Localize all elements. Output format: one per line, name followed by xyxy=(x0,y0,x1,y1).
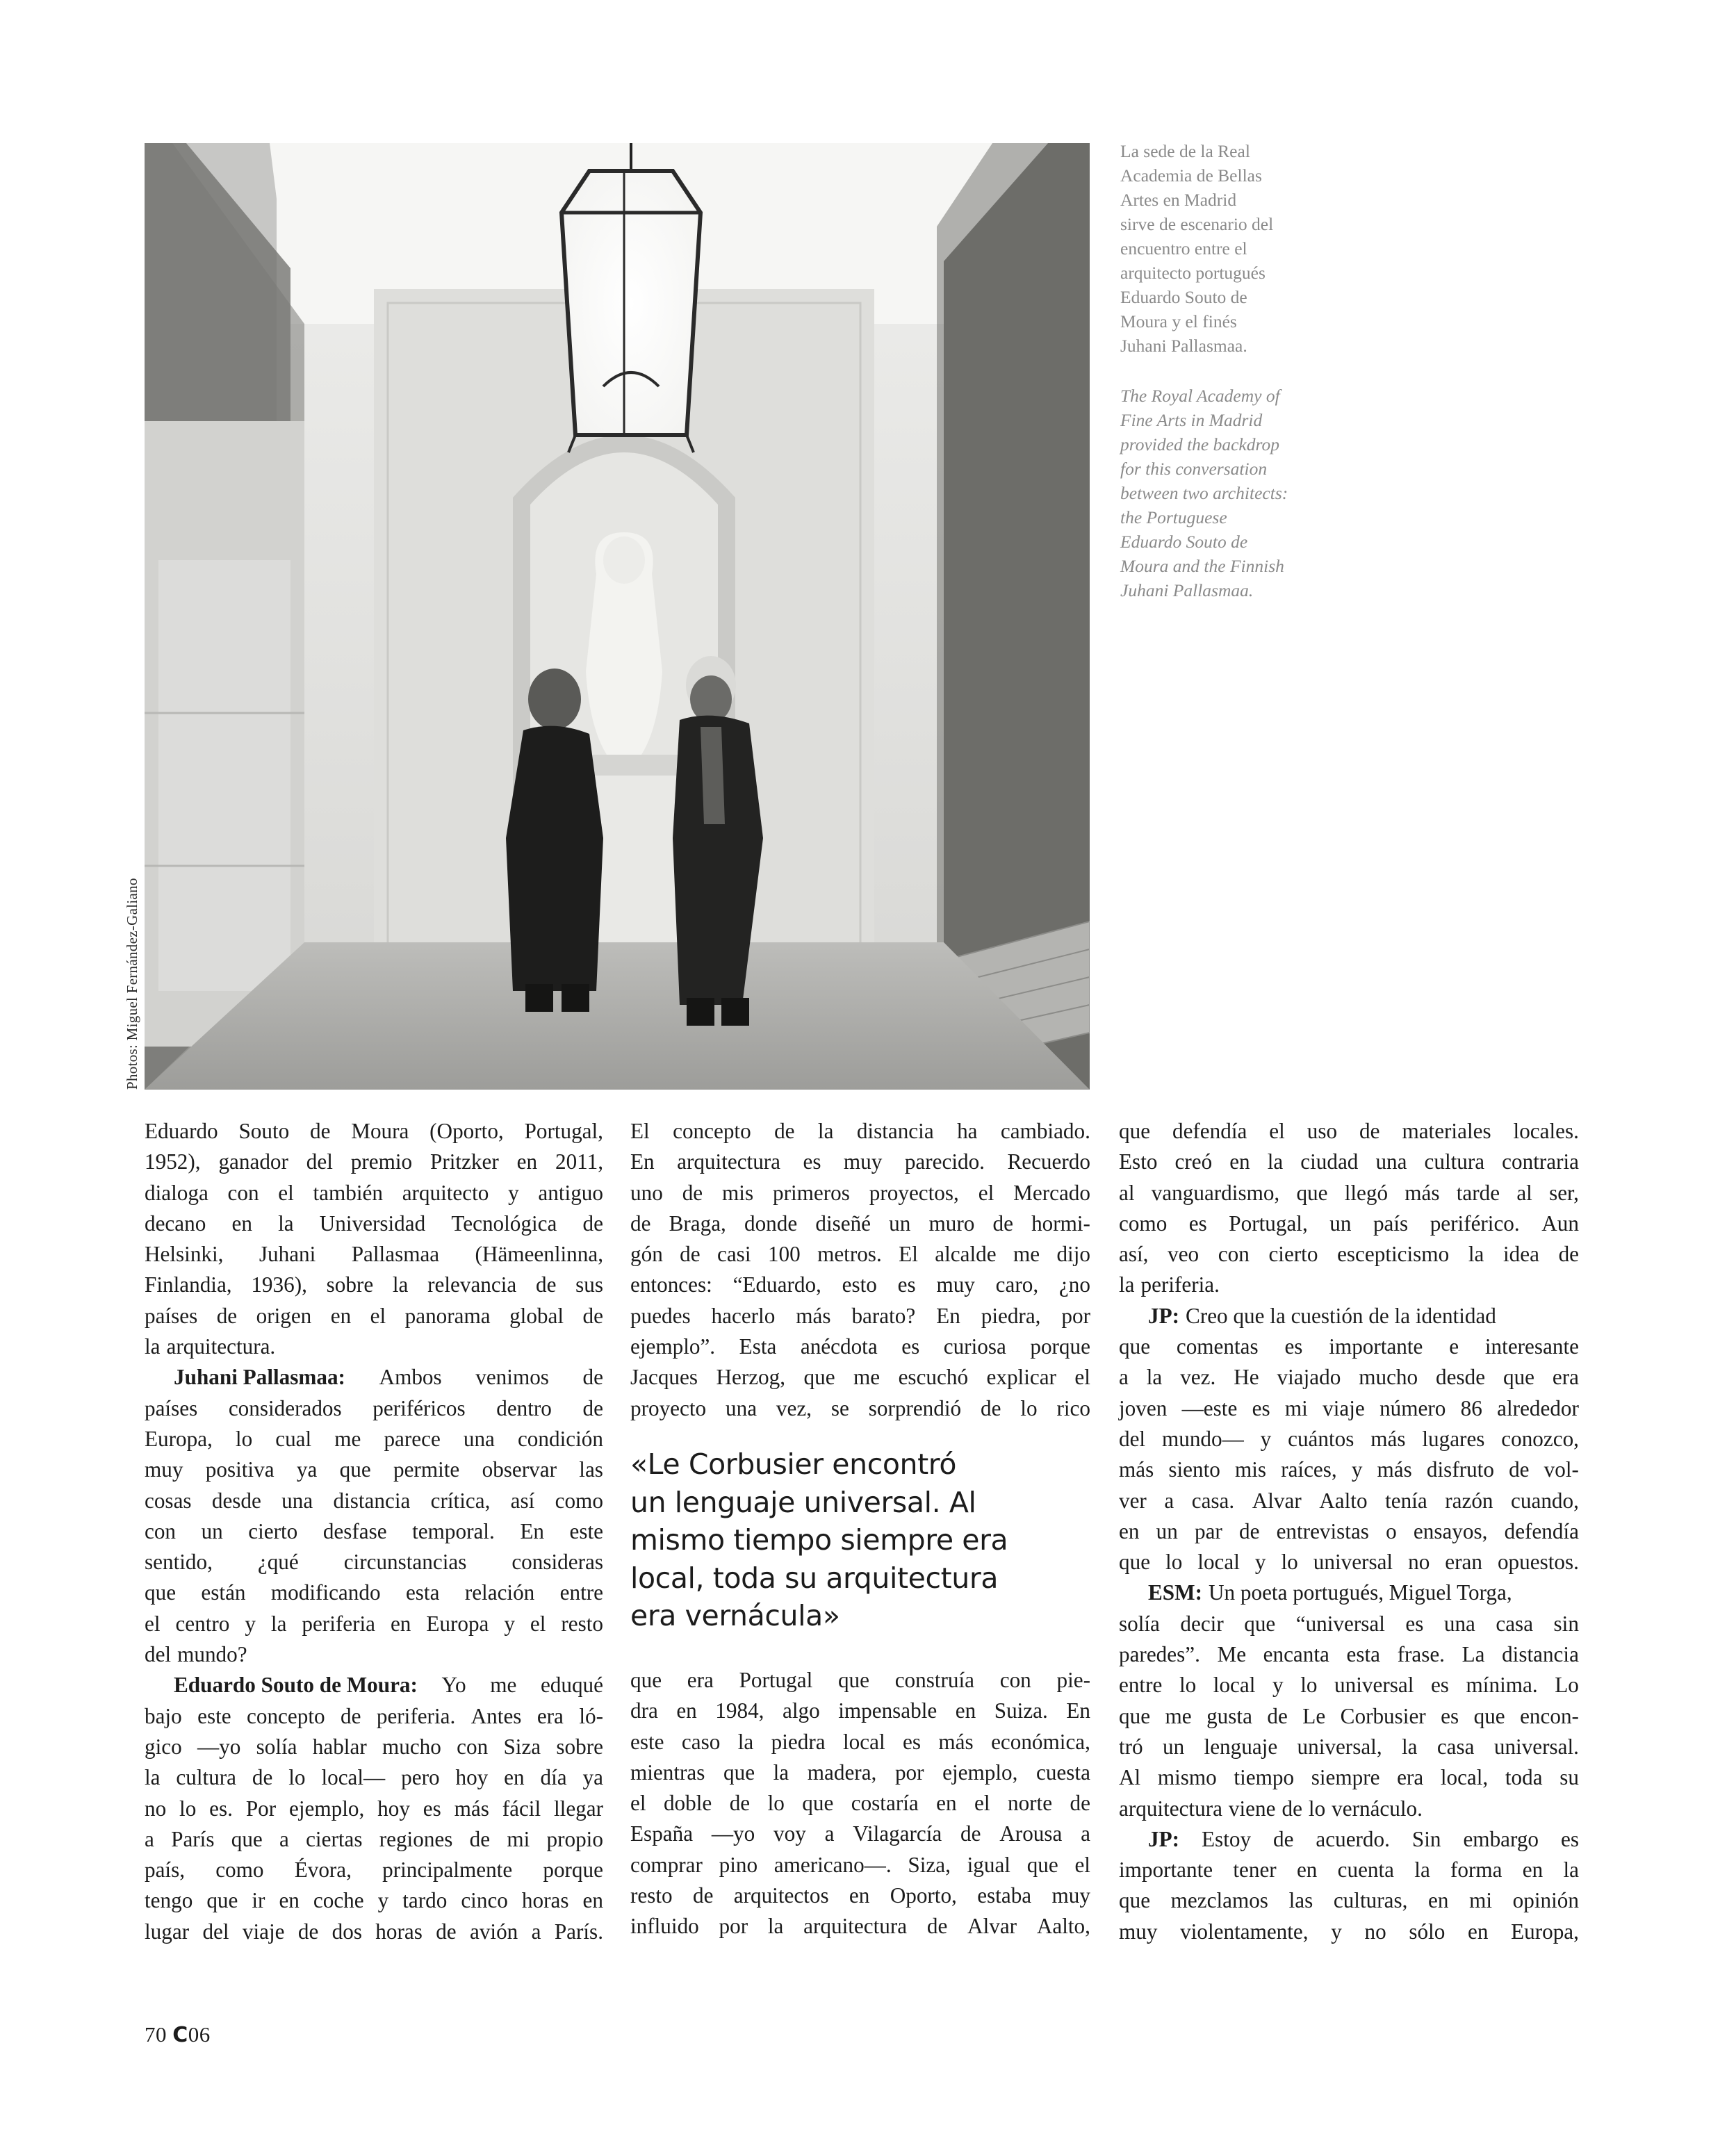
paragraph-continued: que defendía el uso de materiales locales. Esto creó en la ciudad una cultura contraria al vanguardismo, que llegó más tarde al ser, como es Portugal, un país periférico. Aun así, veo con cierto escepticismo la idea de la periferia. xyxy=(1119,1119,1579,1297)
article-column-2-top: El concepto de la distancia ha cambiado. En arquitectura es muy parecido. Recuerdo uno de mis primeros proyectos, el Mercado de Braga, donde diseñé un muro de hormi- gón de casi 100 metros. El alcalde me dijo entonces: “Eduardo, esto es muy caro, ¿no puedes hacerlo más barato? En piedra, por ejemplo”. Esta anécdota es curiosa porque Jacques Herzog, que me escuchó explicar el proyecto una vez, se sorprendió de lo rico xyxy=(630,1119,1090,1420)
lantern xyxy=(562,143,701,452)
speaker-label: ESM: xyxy=(1148,1580,1202,1605)
magazine-mark: C xyxy=(172,2023,188,2047)
photo-illustration xyxy=(145,143,1090,1090)
page-folio xyxy=(145,2022,211,2047)
paragraph-pallasmaa-question: Juhani Pallasmaa: Ambos venimos de países considerados periféricos dentro de Europa, lo cual me parece una condición muy positiva ya que permite observar las cosas desde una distancia crítica, así como con un cierto desfase temporal. En este sentido, ¿qué circunstancias consideras que están modificando esta relación entre el centro y la periferia en Europa y el resto del mundo? xyxy=(145,1362,603,1670)
paragraph-jp-2: JP: Estoy de acuerdo. Sin embargo es importante tener en cuenta la forma en la que mezclamos las culturas, en mi opinión muy violentamente, y no sólo en Europa, xyxy=(1119,1824,1579,1947)
article-column-1 xyxy=(145,1116,603,1947)
paragraph-souto-answer: Eduardo Souto de Moura: Yo me eduqué bajo este concepto de periferia. Antes era ló- gico —yo solía hablar mucho con Siza sobre la cultura de lo local— pero hoy en día ya no lo es. Por ejemplo, hoy es más fácil llegar a París que a ciertas regiones de mi propio país, como Évora, principalmente porque tengo que ir en coche y tardo cinco horas en lugar del viaje de dos horas de avión a París. xyxy=(145,1670,603,1947)
paragraph-jp-1: JP: Creo que la cuestión de la identidad que comentas es importante e interesante a la vez. He viajado mucho desde que era joven —este es mi viaje número 86 alrededor del mundo— y cuántos más lugares conozco, más siento mis raíces, y más disfruto de vol- ver a casa. Alvar Aalto tenía razón cuando, en un par de entrevistas o ensayos, defendía que lo local y lo universal no eran opuestos. xyxy=(1119,1301,1579,1578)
photo-credit: Photos: Miguel Fernández-Galiano xyxy=(124,878,140,1090)
article-column-3 xyxy=(1119,1116,1579,1947)
speaker-label: JP: xyxy=(1148,1303,1180,1328)
caption-spanish: La sede de la Real Academia de Bellas Artes en Madrid sirve de escenario del encuentro entre el arquitecto portugués Eduardo Souto de Moura y el finés Juhani Pallasmaa. xyxy=(1120,141,1274,356)
page-number: 70 xyxy=(145,2022,167,2047)
intro-paragraph: Eduardo Souto de Moura (Oporto, Portugal, 1952), ganador del premio Pritzker en 2011, dialoga con el también arquitecto y antiguo decano en la Universidad Tecnológica de Helsinki, Juhani Pallasmaa (Hämeenlinna, Finlandia, 1936), sobre la relevancia de sus países de origen en el panorama global de la arquitectura. xyxy=(145,1119,603,1359)
speaker-label: Juhani Pallasmaa: xyxy=(174,1365,345,1390)
caption-english: The Royal Academy of Fine Arts in Madrid provided the backdrop for this conversation between two architects: the Portuguese Eduardo Souto de Moura and the Finnish Juhani Pallasmaa. xyxy=(1120,386,1288,600)
article-column-2-bottom: que era Portugal que construía con pie- dra en 1984, algo impensable en Suiza. En este caso la piedra local es más económica, mientras que la madera, por ejemplo, cuesta el doble de lo que costaría en el norte de España —yo voy a Vilagarcía de Arousa a comprar pino americano—. Siza, igual que el resto de arquitectos en Oporto, estaba muy influido por la arquitectura de Alvar Aalto, xyxy=(630,1668,1090,1939)
pull-quote: «Le Corbusier encontró un lenguaje universal. Al mismo tiempo siempre era local, toda su arquitectura era vernácula» xyxy=(630,1448,1008,1632)
speaker-label: Eduardo Souto de Moura: xyxy=(174,1673,418,1698)
issue-number: 06 xyxy=(188,2022,211,2047)
article-photo xyxy=(145,143,1090,1090)
paragraph-esm: ESM: Un poeta portugués, Miguel Torga, solía decir que “universal es una casa sin paredes”. Me encanta esta frase. La distancia entre lo local y lo universal es mínima. Lo que me gusta de Le Corbusier es que encon- tró un lenguaje universal, la casa universal. Al mismo tiempo siempre era local, toda su arquitectura viene de lo vernáculo. xyxy=(1119,1577,1579,1823)
speaker-label: JP: xyxy=(1148,1826,1180,1851)
